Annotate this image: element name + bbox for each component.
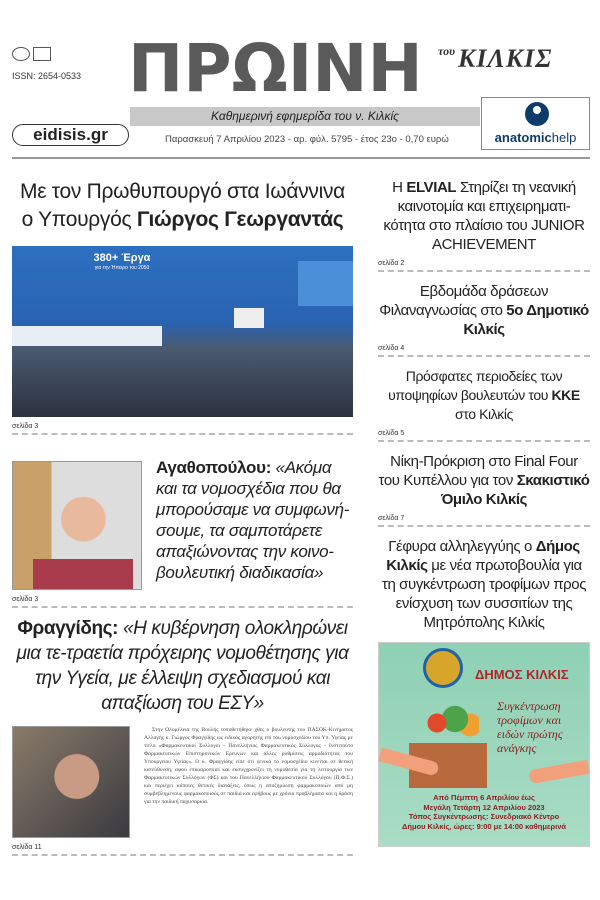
- page-ref: σελίδα 3: [12, 423, 39, 430]
- dateline: Παρασκευή 7 Απριλίου 2023 - αρ. φύλ. 5795 - έτος 23ο - 0,70 ευρώ: [165, 134, 449, 145]
- agathopoulou-photo: [12, 461, 142, 590]
- agathopoulou-story: [12, 457, 353, 590]
- ad-brand: anatomichelp: [494, 130, 577, 145]
- left-column: [12, 178, 353, 856]
- page-ref: σελίδα 3: [12, 596, 39, 603]
- ad-title: ΔΗΜΟΣ ΚΙΛΚΙΣ: [475, 667, 569, 682]
- fraggidis-body: Στην Ολομέλεια της Βουλής τοποθετήθηκε χθες ο βουλευτής του ΠΑΣΟΚ-Κινήματος Αλλαγής κ. Γιώργος Φραγγίδης ως ειδικός αγορητής επί του νομοσχεδίου του Υπ. Υγείας με τίτλο «Φαρμακευτικοί Σύλλογοι - Πανελλήνιος Φαρμακευτικός Σύλλογος - Ινστιτούτο Φαρμακευτικών Επιστημονικών Ερευνών και άλλες ρυθμίσεις αρμοδιότητας του Υπουργείου Υγείας». Ο κ. Φραγγίδης είπε ότι γενικά το νομοσχέδιο κινείται σε θετική κατεύθυνση, αφού επικαιροποιεί και εκσυγχρονίζει τη νομοθεσία για τη λειτουργία των Φαρμακευτικών Συλλόγων (ΦΣ) και του Πανελλήνιου Φαρμακευτικού Συλλόγου (Π.Φ.Σ.) και περιέχει κάποιες θετικές διατάξεις, όπως η αποζημίωση φαρμακοποιών από μη συμβεβλημένους φαρμακοποιούς σε παιδιά και εφήβους με χρόνια προβλήματα και η δράση για την παιδική παχυσαρκία.: [144, 727, 353, 805]
- divider: [12, 854, 353, 856]
- divider: [378, 525, 590, 527]
- fraggidis-headline[interactable]: Φραγγίδης: «Η κυβέρνηση ολοκληρώνει μια τε-τραετία πρόχειρης νομοθέτησης για την Υγεία, με έλλειψη σχεδιασμού και απαξίωση του ΕΣΥ»: [16, 618, 349, 714]
- groceries-icon: [419, 703, 479, 743]
- tagline: Καθημερινή εφημερίδα του ν. Κιλκίς: [130, 107, 480, 126]
- divider: [378, 440, 590, 442]
- anatomichelp-ad[interactable]: [481, 97, 590, 150]
- anatomichelp-logo-icon: [525, 102, 549, 126]
- municipality-emblem-icon: [423, 648, 463, 688]
- website-link[interactable]: eidisis.gr: [12, 124, 129, 146]
- page-ref: σελίδα 2: [378, 260, 405, 267]
- sidebar-story-kke[interactable]: Πρόσφατες περιοδείες των υποψηφίων βουλευτών του ΚΚΕ στο Κιλκίς: [388, 368, 580, 422]
- fraggidis-story: [12, 726, 353, 838]
- page-ref: σελίδα 7: [378, 515, 405, 522]
- association-logo-icon: [33, 47, 51, 61]
- page-ref: σελίδα 11: [12, 844, 42, 851]
- sidebar-story-chess[interactable]: Νίκη-Πρόκριση στο Final Four του Κυπέλλου για τον Σκακιστικό Όμιλο Κιλκίς: [378, 453, 590, 508]
- dimos-kilkis-ad[interactable]: [378, 642, 590, 847]
- right-column: [378, 178, 590, 847]
- issn: ISSN: 2654-0533: [12, 71, 82, 81]
- hand-icon: [528, 760, 590, 784]
- divider: [12, 433, 353, 435]
- ad-slogan: Συγκέντρωση τροφίμων και ειδών πρώτης ανάγκης: [497, 699, 563, 755]
- masthead: ΠΡΩΙΝΗ: [128, 30, 423, 107]
- agathopoulou-headline[interactable]: Αγαθοπούλου: «Ακόμα και τα νομοσχέδια που θα μπορούσαμε να συμφωνή-σουμε, τα σαμποτάρετε απαξιώνοντας την κοινο-βουλευτική διαδικασία»: [156, 458, 350, 582]
- fraggidis-photo: [12, 726, 130, 838]
- main-headline[interactable]: Με τον Πρωθυπουργό στα Ιωάννινα ο Υπουργός Γιώργος Γεωργαντάς: [20, 180, 345, 231]
- photo-banner: 380+ Έργα για την Ήπειρο του 2050: [93, 252, 151, 271]
- header-divider: [12, 157, 590, 159]
- divider: [12, 606, 353, 608]
- seal-icon: [12, 47, 30, 61]
- divider: [378, 270, 590, 272]
- masthead-city: ΚΙΛΚΙΣ: [458, 44, 553, 73]
- page-ref: σελίδα 5: [378, 430, 405, 437]
- main-story-photo: [12, 246, 353, 417]
- ad-info: Από Πέμπτη 6 Απριλίου έως Μεγάλη Τετάρτη 12 Απριλίου 2023 Τόπος Συγκέντρωσης: Συνεδριακό Κέντρο Δήμου Κιλκίς, ώρες: 9:00 με 14:00 καθημερινά: [401, 793, 567, 831]
- sidebar-story-reading-week[interactable]: Εβδομάδα δράσεων Φιλαναγνωσίας στο 5ο Δημοτικό Κιλκίς: [379, 283, 589, 338]
- divider: [378, 355, 590, 357]
- page-ref: σελίδα 4: [378, 345, 405, 352]
- sidebar-story-elvial[interactable]: Η ELVIAL Στηρίζει τη νεανική καινοτομία και επιχειρηματι-κότητα στο πλαίσιο του JUNIOR ACHIEVEMENT: [383, 179, 585, 253]
- masthead-small: του: [438, 44, 456, 58]
- sidebar-story-solidarity[interactable]: Γέφυρα αλληλεγγύης ο Δήμος Κιλκίς με νέα πρωτοβουλία για τη συγκέντρωση τροφίμων προς ενίσχυση των συσσιτίων της Μητρόπολης Κιλκίς: [381, 538, 587, 631]
